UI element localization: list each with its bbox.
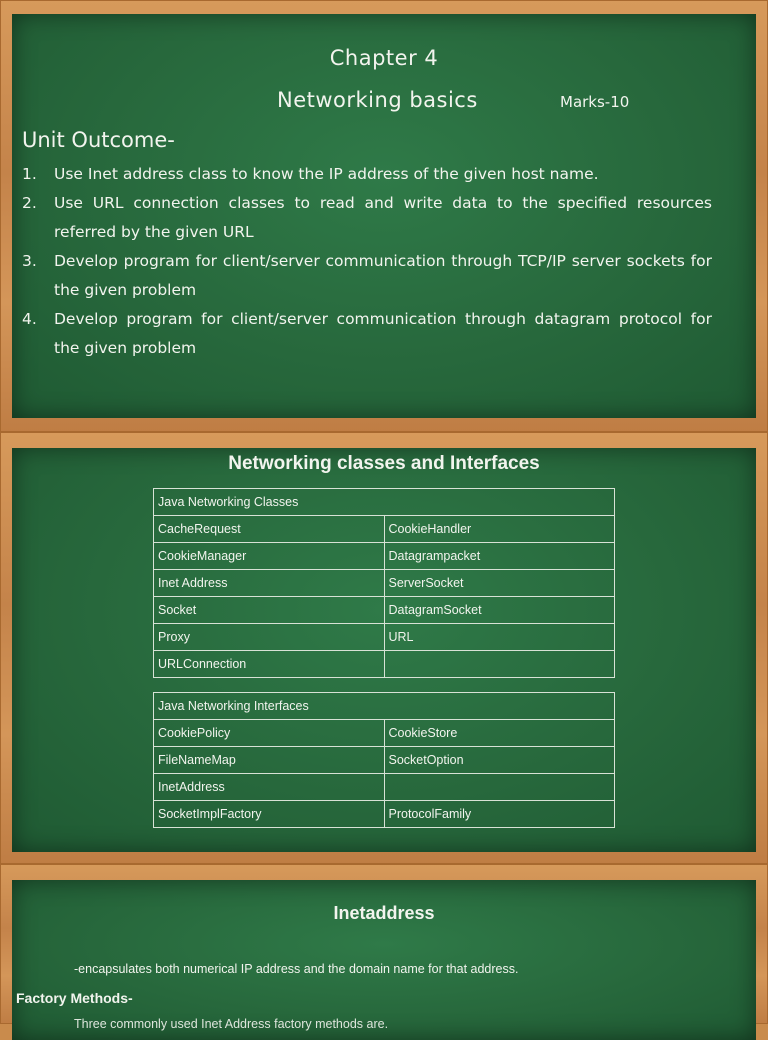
table-cell: CacheRequest (154, 516, 385, 543)
outcome-item (22, 247, 712, 305)
table-cell: Socket (154, 597, 385, 624)
table-cell: SocketImplFactory (154, 801, 385, 828)
table-cell: ServerSocket (384, 570, 615, 597)
table-cell: CookiePolicy (154, 720, 385, 747)
table-cell: SocketOption (384, 747, 615, 774)
outcome-text: Develop program for client/server communication through datagram protocol for the given problem (54, 310, 712, 357)
outcome-text: Develop program for client/server communication through TCP/IP server sockets for the given problem (54, 252, 712, 299)
outcome-item (22, 189, 712, 247)
outcome-number: 1. (22, 165, 37, 183)
table-header-row (154, 693, 615, 720)
factory-methods-intro: Three commonly used Inet Address factory methods are. (74, 1017, 389, 1031)
table-cell: URLConnection (154, 651, 385, 678)
unit-outcome-list (22, 160, 712, 363)
networking-interfaces-table (153, 692, 615, 828)
table-row (154, 597, 615, 624)
outcome-text: Use URL connection classes to read and write data to the specified resources referred by the given URL (54, 194, 712, 241)
slide-2-chalkboard (12, 448, 756, 852)
table-cell: CookieStore (384, 720, 615, 747)
table-cell: InetAddress (154, 774, 385, 801)
table-cell: CookieManager (154, 543, 385, 570)
table-cell: FileNameMap (154, 747, 385, 774)
table-cell: DatagramSocket (384, 597, 615, 624)
networking-classes-table (153, 488, 615, 678)
table-row (154, 543, 615, 570)
table-row (154, 651, 615, 678)
table-header: Java Networking Interfaces (154, 693, 615, 720)
slide-2-title: Networking classes and Interfaces (228, 453, 540, 474)
table-row (154, 624, 615, 651)
chapter-title: Chapter 4 (329, 46, 439, 70)
factory-methods-heading: Factory Methods- (16, 990, 133, 1006)
unit-outcome-heading: Unit Outcome- (22, 128, 175, 152)
table-cell (384, 651, 615, 678)
table-row (154, 570, 615, 597)
marks-label: Marks-10 (560, 93, 630, 111)
table-row (154, 774, 615, 801)
table-header: Java Networking Classes (154, 489, 615, 516)
table-cell: ProtocolFamily (384, 801, 615, 828)
outcome-item (22, 305, 712, 363)
outcome-number: 4. (22, 310, 37, 328)
table-cell: CookieHandler (384, 516, 615, 543)
outcome-text: Use Inet address class to know the IP address of the given host name. (54, 165, 599, 183)
table-cell: Proxy (154, 624, 385, 651)
table-row (154, 516, 615, 543)
inetaddress-description: -encapsulates both numerical IP address and the domain name for that address. (74, 962, 519, 976)
outcome-number: 2. (22, 194, 37, 212)
slide-1-chalkboard (12, 14, 756, 418)
table-row (154, 747, 615, 774)
table-cell: Datagrampacket (384, 543, 615, 570)
slide-3-title: Inetaddress (333, 903, 435, 923)
chapter-subtitle: Networking basics (277, 88, 478, 112)
table-cell: Inet Address (154, 570, 385, 597)
table-row (154, 801, 615, 828)
outcome-item (22, 160, 712, 189)
table-cell (384, 774, 615, 801)
table-row (154, 720, 615, 747)
outcome-number: 3. (22, 252, 37, 270)
slide-3-chalkboard (12, 880, 756, 1040)
table-cell: URL (384, 624, 615, 651)
table-header-row (154, 489, 615, 516)
